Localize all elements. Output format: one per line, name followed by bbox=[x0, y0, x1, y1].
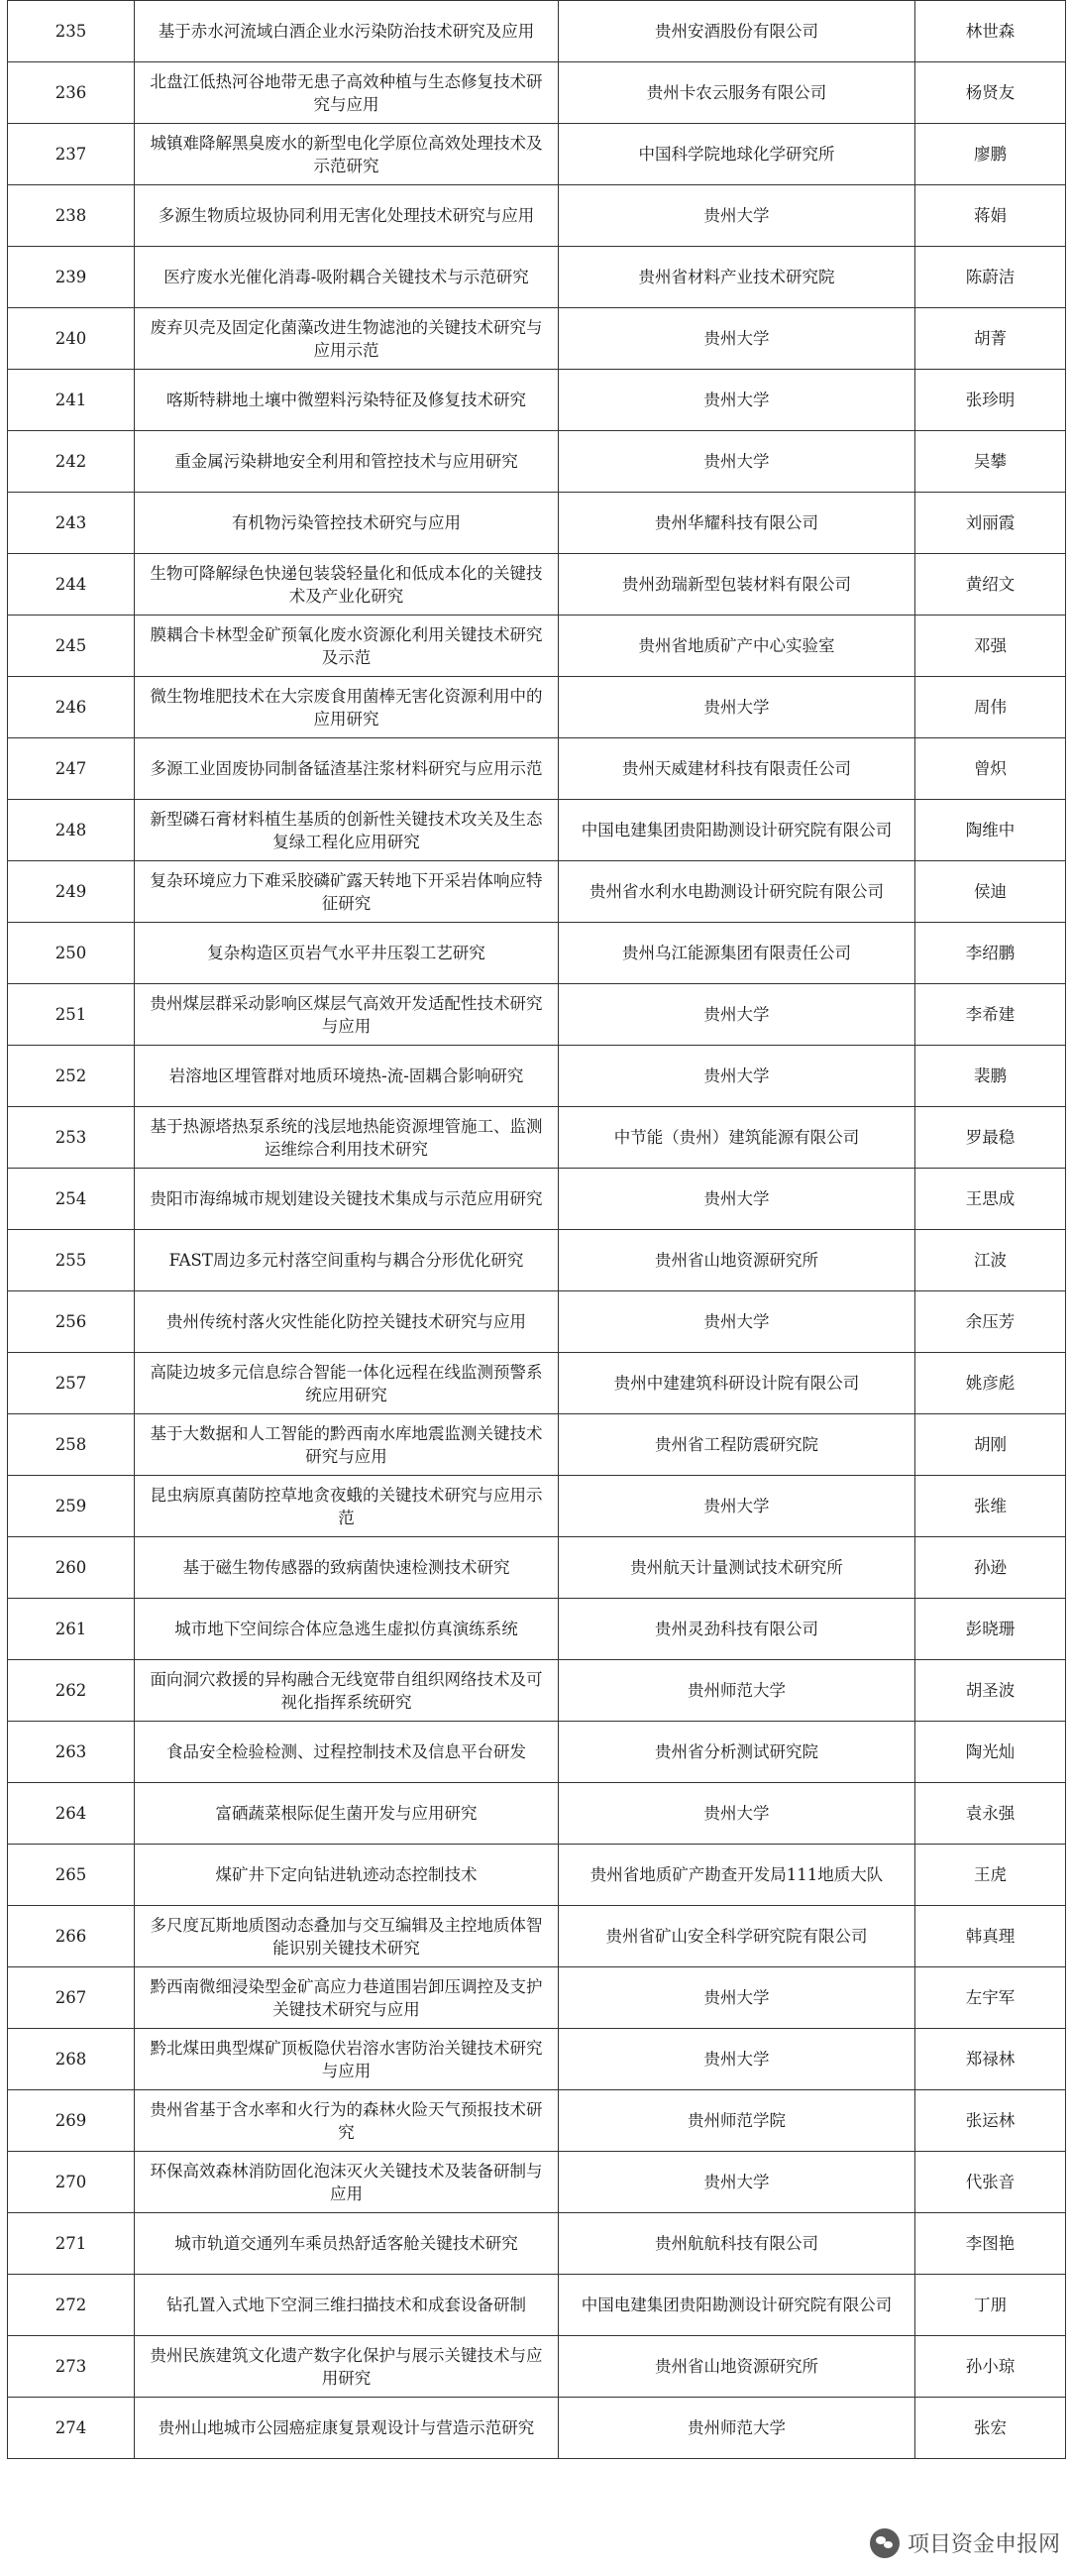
table-row bbox=[8, 738, 1066, 800]
host-unit: 贵州省山地资源研究所 bbox=[559, 2336, 915, 2398]
project-leader: 左宇军 bbox=[915, 1967, 1066, 2029]
row-number: 248 bbox=[8, 800, 135, 861]
host-unit: 贵州省地质矿产勘查开发局111地质大队 bbox=[559, 1845, 915, 1906]
table-row bbox=[8, 185, 1066, 247]
row-number: 270 bbox=[8, 2152, 135, 2213]
row-number: 247 bbox=[8, 738, 135, 800]
project-leader: 袁永强 bbox=[915, 1783, 1066, 1845]
project-name: 黔西南微细浸染型金矿高应力巷道围岩卸压调控及支护关键技术研究与应用 bbox=[135, 1967, 559, 2029]
project-name: 岩溶地区埋管群对地质环境热-流-固耦合影响研究 bbox=[135, 1046, 559, 1107]
row-number: 238 bbox=[8, 185, 135, 247]
project-leader: 江波 bbox=[915, 1230, 1066, 1291]
table-row bbox=[8, 1, 1066, 62]
table-row bbox=[8, 1476, 1066, 1537]
project-leader: 林世森 bbox=[915, 1, 1066, 62]
table-row bbox=[8, 2152, 1066, 2213]
project-name: 有机物污染管控技术研究与应用 bbox=[135, 493, 559, 554]
project-leader: 侯迪 bbox=[915, 861, 1066, 923]
table-row bbox=[8, 616, 1066, 677]
host-unit: 贵州中建建筑科研设计院有限公司 bbox=[559, 1353, 915, 1414]
project-name: 富硒蔬菜根际促生菌开发与应用研究 bbox=[135, 1783, 559, 1845]
project-name: 高陡边坡多元信息综合智能一体化远程在线监测预警系统应用研究 bbox=[135, 1353, 559, 1414]
table-row bbox=[8, 1967, 1066, 2029]
row-number: 245 bbox=[8, 616, 135, 677]
host-unit: 贵州航航科技有限公司 bbox=[559, 2213, 915, 2275]
row-number: 246 bbox=[8, 677, 135, 738]
project-leader: 余压芳 bbox=[915, 1291, 1066, 1353]
host-unit: 贵州大学 bbox=[559, 1291, 915, 1353]
row-number: 273 bbox=[8, 2336, 135, 2398]
host-unit: 贵州大学 bbox=[559, 2152, 915, 2213]
row-number: 266 bbox=[8, 1906, 135, 1967]
row-number: 274 bbox=[8, 2398, 135, 2459]
project-leader: 丁朋 bbox=[915, 2275, 1066, 2336]
project-name: 医疗废水光催化消毒-吸附耦合关键技术与示范研究 bbox=[135, 247, 559, 308]
project-name: 贵州煤层群采动影响区煤层气高效开发适配性技术研究与应用 bbox=[135, 984, 559, 1046]
project-leader: 王思成 bbox=[915, 1169, 1066, 1230]
host-unit: 贵州省地质矿产中心实验室 bbox=[559, 616, 915, 677]
host-unit: 贵州劲瑞新型包装材料有限公司 bbox=[559, 554, 915, 616]
table-row bbox=[8, 1353, 1066, 1414]
row-number: 250 bbox=[8, 923, 135, 984]
row-number: 240 bbox=[8, 308, 135, 370]
host-unit: 贵州航天计量测试技术研究所 bbox=[559, 1537, 915, 1599]
project-name: 多尺度瓦斯地质图动态叠加与交互编辑及主控地质体智能识别关键技术研究 bbox=[135, 1906, 559, 1967]
project-leader: 李希建 bbox=[915, 984, 1066, 1046]
project-leader: 张宏 bbox=[915, 2398, 1066, 2459]
project-name: 黔北煤田典型煤矿顶板隐伏岩溶水害防治关键技术研究与应用 bbox=[135, 2029, 559, 2090]
project-name: 新型磷石膏材料植生基质的创新性关键技术攻关及生态复绿工程化应用研究 bbox=[135, 800, 559, 861]
row-number: 269 bbox=[8, 2090, 135, 2152]
table-row bbox=[8, 1660, 1066, 1722]
row-number: 264 bbox=[8, 1783, 135, 1845]
project-name: 多源工业固废协同制备锰渣基注浆材料研究与应用示范 bbox=[135, 738, 559, 800]
table-row bbox=[8, 1845, 1066, 1906]
row-number: 263 bbox=[8, 1722, 135, 1783]
wechat-icon bbox=[870, 2528, 900, 2558]
row-number: 249 bbox=[8, 861, 135, 923]
row-number: 257 bbox=[8, 1353, 135, 1414]
row-number: 241 bbox=[8, 370, 135, 431]
project-leader: 陈蔚洁 bbox=[915, 247, 1066, 308]
table-row bbox=[8, 1722, 1066, 1783]
project-leader: 胡刚 bbox=[915, 1414, 1066, 1476]
host-unit: 中节能（贵州）建筑能源有限公司 bbox=[559, 1107, 915, 1169]
host-unit: 贵州省工程防震研究院 bbox=[559, 1414, 915, 1476]
project-leader: 姚彦彪 bbox=[915, 1353, 1066, 1414]
project-leader: 孙逊 bbox=[915, 1537, 1066, 1599]
project-leader: 孙小琼 bbox=[915, 2336, 1066, 2398]
host-unit: 贵州大学 bbox=[559, 1476, 915, 1537]
host-unit: 贵州大学 bbox=[559, 308, 915, 370]
project-name: 复杂构造区页岩气水平井压裂工艺研究 bbox=[135, 923, 559, 984]
project-table bbox=[7, 0, 1066, 2459]
project-name: 食品安全检验检测、过程控制技术及信息平台研发 bbox=[135, 1722, 559, 1783]
table-row bbox=[8, 1783, 1066, 1845]
table-row bbox=[8, 124, 1066, 185]
project-leader: 吴攀 bbox=[915, 431, 1066, 493]
host-unit: 贵州师范学院 bbox=[559, 2090, 915, 2152]
project-name: 生物可降解绿色快递包装袋轻量化和低成本化的关键技术及产业化研究 bbox=[135, 554, 559, 616]
row-number: 267 bbox=[8, 1967, 135, 2029]
row-number: 271 bbox=[8, 2213, 135, 2275]
host-unit: 贵州省山地资源研究所 bbox=[559, 1230, 915, 1291]
project-leader: 王虎 bbox=[915, 1845, 1066, 1906]
table-row bbox=[8, 861, 1066, 923]
project-leader: 李绍鹏 bbox=[915, 923, 1066, 984]
table-row bbox=[8, 2213, 1066, 2275]
project-table-body bbox=[8, 1, 1066, 2459]
row-number: 261 bbox=[8, 1599, 135, 1660]
project-leader: 廖鹏 bbox=[915, 124, 1066, 185]
project-name: 环保高效森林消防固化泡沫灭火关键技术及装备研制与应用 bbox=[135, 2152, 559, 2213]
host-unit: 贵州大学 bbox=[559, 1783, 915, 1845]
row-number: 272 bbox=[8, 2275, 135, 2336]
host-unit: 贵州大学 bbox=[559, 1967, 915, 2029]
row-number: 259 bbox=[8, 1476, 135, 1537]
host-unit: 中国电建集团贵阳勘测设计研究院有限公司 bbox=[559, 800, 915, 861]
host-unit: 中国电建集团贵阳勘测设计研究院有限公司 bbox=[559, 2275, 915, 2336]
row-number: 243 bbox=[8, 493, 135, 554]
table-row bbox=[8, 1414, 1066, 1476]
watermark bbox=[870, 2527, 1060, 2558]
project-name: 煤矿井下定向钻进轨迹动态控制技术 bbox=[135, 1845, 559, 1906]
project-leader: 张维 bbox=[915, 1476, 1066, 1537]
project-name: 贵阳市海绵城市规划建设关键技术集成与示范应用研究 bbox=[135, 1169, 559, 1230]
host-unit: 贵州省材料产业技术研究院 bbox=[559, 247, 915, 308]
row-number: 258 bbox=[8, 1414, 135, 1476]
row-number: 268 bbox=[8, 2029, 135, 2090]
project-leader: 邓强 bbox=[915, 616, 1066, 677]
project-name: 昆虫病原真菌防控草地贪夜蛾的关键技术研究与应用示范 bbox=[135, 1476, 559, 1537]
table-row bbox=[8, 2398, 1066, 2459]
row-number: 265 bbox=[8, 1845, 135, 1906]
project-leader: 陶维中 bbox=[915, 800, 1066, 861]
host-unit: 贵州师范大学 bbox=[559, 1660, 915, 1722]
project-name: FAST周边多元村落空间重构与耦合分形优化研究 bbox=[135, 1230, 559, 1291]
table-row bbox=[8, 62, 1066, 124]
project-leader: 李图艳 bbox=[915, 2213, 1066, 2275]
project-leader: 韩真理 bbox=[915, 1906, 1066, 1967]
row-number: 237 bbox=[8, 124, 135, 185]
row-number: 262 bbox=[8, 1660, 135, 1722]
row-number: 253 bbox=[8, 1107, 135, 1169]
project-name: 基于热源塔热泵系统的浅层地热能资源埋管施工、监测运维综合利用技术研究 bbox=[135, 1107, 559, 1169]
project-leader: 胡菁 bbox=[915, 308, 1066, 370]
table-row bbox=[8, 247, 1066, 308]
project-leader: 杨贤友 bbox=[915, 62, 1066, 124]
project-name: 基于磁生物传感器的致病菌快速检测技术研究 bbox=[135, 1537, 559, 1599]
project-name: 微生物堆肥技术在大宗废食用菌棒无害化资源利用中的应用研究 bbox=[135, 677, 559, 738]
host-unit: 贵州灵劲科技有限公司 bbox=[559, 1599, 915, 1660]
row-number: 236 bbox=[8, 62, 135, 124]
project-name: 废弃贝壳及固定化菌藻改进生物滤池的关键技术研究与应用示范 bbox=[135, 308, 559, 370]
host-unit: 贵州华耀科技有限公司 bbox=[559, 493, 915, 554]
project-name: 喀斯特耕地土壤中微塑料污染特征及修复技术研究 bbox=[135, 370, 559, 431]
project-name: 贵州山地城市公园癌症康复景观设计与营造示范研究 bbox=[135, 2398, 559, 2459]
table-row bbox=[8, 923, 1066, 984]
project-name: 钻孔置入式地下空洞三维扫描技术和成套设备研制 bbox=[135, 2275, 559, 2336]
table-row bbox=[8, 1537, 1066, 1599]
project-leader: 蒋娟 bbox=[915, 185, 1066, 247]
host-unit: 贵州师范大学 bbox=[559, 2398, 915, 2459]
table-row bbox=[8, 2090, 1066, 2152]
project-leader: 周伟 bbox=[915, 677, 1066, 738]
host-unit: 贵州省水利水电勘测设计研究院有限公司 bbox=[559, 861, 915, 923]
row-number: 255 bbox=[8, 1230, 135, 1291]
table-row bbox=[8, 2029, 1066, 2090]
host-unit: 贵州大学 bbox=[559, 2029, 915, 2090]
project-leader: 张珍明 bbox=[915, 370, 1066, 431]
project-leader: 郑禄林 bbox=[915, 2029, 1066, 2090]
row-number: 244 bbox=[8, 554, 135, 616]
table-row bbox=[8, 370, 1066, 431]
project-name: 贵州传统村落火灾性能化防控关键技术研究与应用 bbox=[135, 1291, 559, 1353]
table-row bbox=[8, 431, 1066, 493]
project-name: 重金属污染耕地安全利用和管控技术与应用研究 bbox=[135, 431, 559, 493]
host-unit: 中国科学院地球化学研究所 bbox=[559, 124, 915, 185]
project-name: 贵州民族建筑文化遗产数字化保护与展示关键技术与应用研究 bbox=[135, 2336, 559, 2398]
table-row bbox=[8, 1906, 1066, 1967]
row-number: 252 bbox=[8, 1046, 135, 1107]
project-leader: 罗最稳 bbox=[915, 1107, 1066, 1169]
host-unit: 贵州大学 bbox=[559, 677, 915, 738]
host-unit: 贵州大学 bbox=[559, 431, 915, 493]
host-unit: 贵州卡农云服务有限公司 bbox=[559, 62, 915, 124]
project-leader: 黄绍文 bbox=[915, 554, 1066, 616]
project-name: 城市轨道交通列车乘员热舒适客舱关键技术研究 bbox=[135, 2213, 559, 2275]
table-row bbox=[8, 1169, 1066, 1230]
row-number: 254 bbox=[8, 1169, 135, 1230]
project-name: 多源生物质垃圾协同利用无害化处理技术研究与应用 bbox=[135, 185, 559, 247]
watermark-text: 项目资金申报网 bbox=[907, 2532, 1060, 2557]
project-name: 城市地下空间综合体应急逃生虚拟仿真演练系统 bbox=[135, 1599, 559, 1660]
table-row bbox=[8, 800, 1066, 861]
project-leader: 裴鹏 bbox=[915, 1046, 1066, 1107]
table-row bbox=[8, 308, 1066, 370]
project-name: 基于大数据和人工智能的黔西南水库地震监测关键技术研究与应用 bbox=[135, 1414, 559, 1476]
project-leader: 彭晓珊 bbox=[915, 1599, 1066, 1660]
host-unit: 贵州大学 bbox=[559, 984, 915, 1046]
table-row bbox=[8, 677, 1066, 738]
project-name: 复杂环境应力下难采胶磷矿露天转地下开采岩体响应特征研究 bbox=[135, 861, 559, 923]
host-unit: 贵州乌江能源集团有限责任公司 bbox=[559, 923, 915, 984]
table-row bbox=[8, 2275, 1066, 2336]
project-name: 北盘江低热河谷地带无患子高效种植与生态修复技术研究与应用 bbox=[135, 62, 559, 124]
table-row bbox=[8, 2336, 1066, 2398]
table-row bbox=[8, 1046, 1066, 1107]
project-name: 基于赤水河流域白酒企业水污染防治技术研究及应用 bbox=[135, 1, 559, 62]
table-row bbox=[8, 1599, 1066, 1660]
project-leader: 胡圣波 bbox=[915, 1660, 1066, 1722]
project-leader: 曾炽 bbox=[915, 738, 1066, 800]
project-name: 城镇难降解黑臭废水的新型电化学原位高效处理技术及示范研究 bbox=[135, 124, 559, 185]
row-number: 260 bbox=[8, 1537, 135, 1599]
project-name: 面向洞穴救援的异构融合无线宽带自组织网络技术及可视化指挥系统研究 bbox=[135, 1660, 559, 1722]
row-number: 256 bbox=[8, 1291, 135, 1353]
row-number: 251 bbox=[8, 984, 135, 1046]
host-unit: 贵州大学 bbox=[559, 370, 915, 431]
host-unit: 贵州安酒股份有限公司 bbox=[559, 1, 915, 62]
row-number: 242 bbox=[8, 431, 135, 493]
host-unit: 贵州天威建材科技有限责任公司 bbox=[559, 738, 915, 800]
table-row bbox=[8, 554, 1066, 616]
table-row bbox=[8, 1230, 1066, 1291]
project-leader: 张运林 bbox=[915, 2090, 1066, 2152]
project-leader: 刘丽霞 bbox=[915, 493, 1066, 554]
table-row bbox=[8, 984, 1066, 1046]
project-name: 贵州省基于含水率和火行为的森林火险天气预报技术研究 bbox=[135, 2090, 559, 2152]
row-number: 239 bbox=[8, 247, 135, 308]
table-row bbox=[8, 493, 1066, 554]
host-unit: 贵州大学 bbox=[559, 185, 915, 247]
project-name: 膜耦合卡林型金矿预氧化废水资源化利用关键技术研究及示范 bbox=[135, 616, 559, 677]
host-unit: 贵州省分析测试研究院 bbox=[559, 1722, 915, 1783]
host-unit: 贵州大学 bbox=[559, 1169, 915, 1230]
host-unit: 贵州大学 bbox=[559, 1046, 915, 1107]
table-row bbox=[8, 1291, 1066, 1353]
row-number: 235 bbox=[8, 1, 135, 62]
project-leader: 陶光灿 bbox=[915, 1722, 1066, 1783]
project-leader: 代张音 bbox=[915, 2152, 1066, 2213]
host-unit: 贵州省矿山安全科学研究院有限公司 bbox=[559, 1906, 915, 1967]
table-row bbox=[8, 1107, 1066, 1169]
